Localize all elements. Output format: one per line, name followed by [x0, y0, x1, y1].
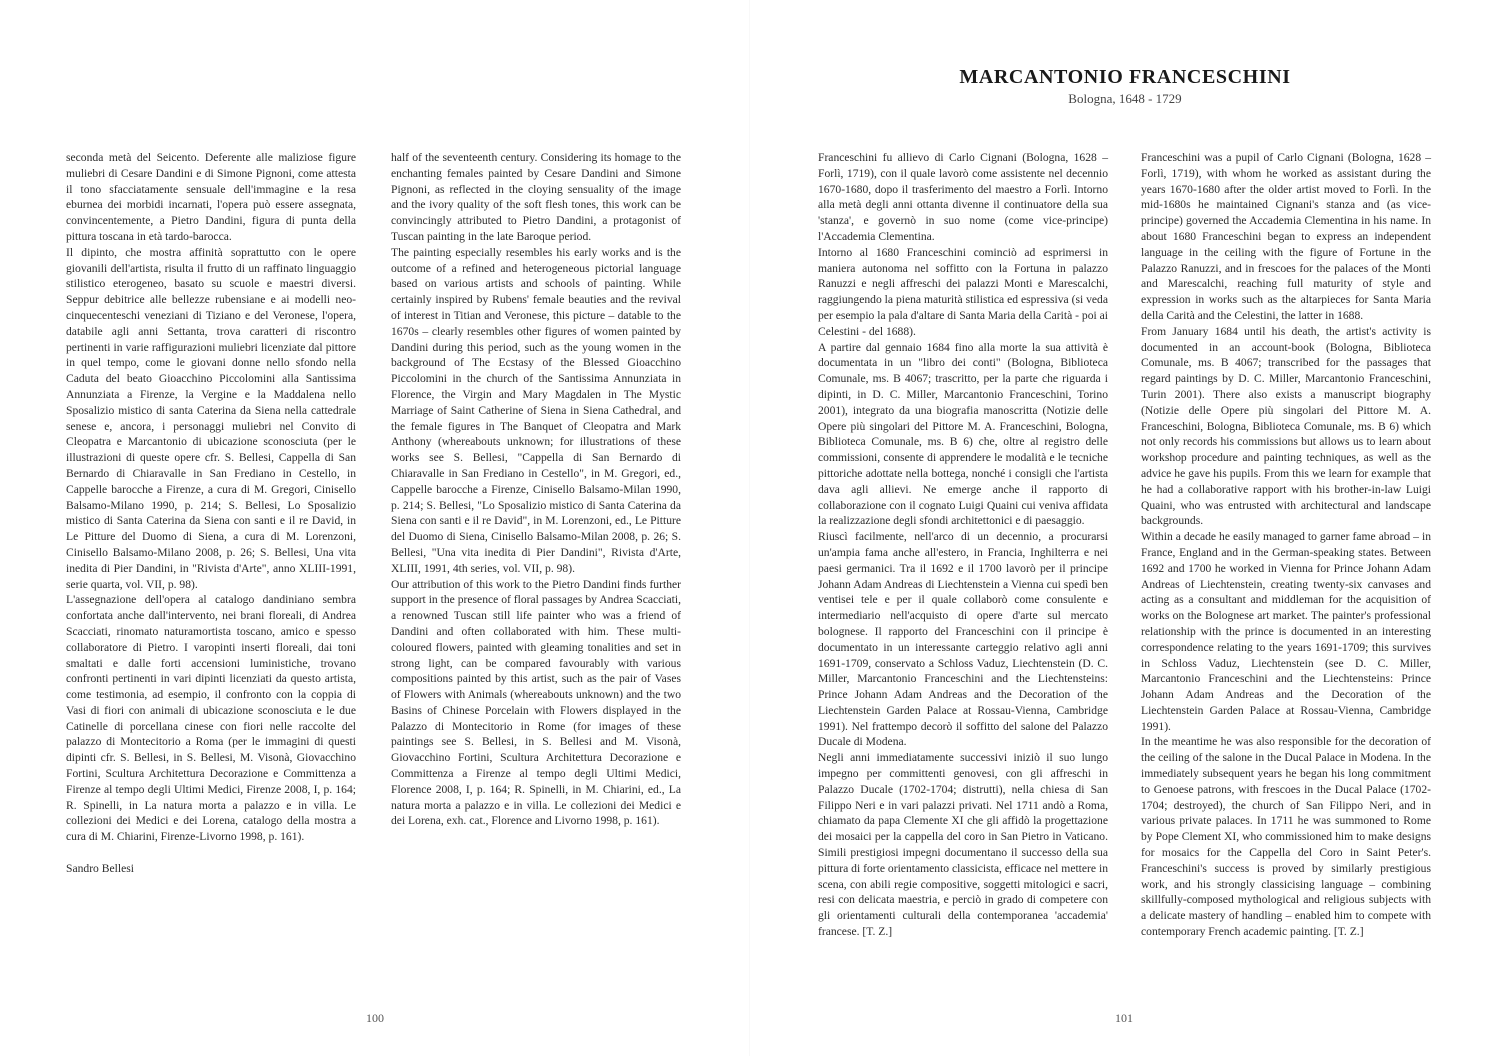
right-column-italian [818, 150, 1108, 940]
page-number-right: 101 [1115, 1011, 1133, 1025]
paragraph: Il dipinto, che mostra affinità soprattutto con le opere giovanili dell'artista, risulta il frutto di un raffinato linguaggio stilistico eterogeneo, basato su scuole e maestri diversi. Seppur debitrice alle bellezze rubensiane e ai modelli neo-cinquecenteschi veneziani di Tiziano e del Veronese, l'opera, databile agli anni Settanta, trova caratteri di riscontro pertinenti in varie raffigurazioni muliebri licenziate dal pittore in quel tempo, come le giovani donne nello sfondo nella Caduta del beato Gioacchino Piccolomini alla Santissima Annunziata a Firenze, la Vergine e la Maddalena nello Sposalizio mistico di santa Caterina da Siena nella cattedrale senese e, ancora, i personaggi muliebri nel Convito di Cleopatra e Marcantonio di ubicazione sconosciuta (per le illustrazioni di queste opere cfr. S. Bellesi, Cappella di San Bernardo di Chiaravalle in San Frediano in Cestello, in Cappelle barocche a Firenze, a cura di M. Gregori, Cinisello Balsamo-Milano 1990, p. 214; S. Bellesi, Lo Sposalizio mistico di Santa Caterina da Siena con santi e il re David, in Le Pitture del Duomo di Siena, a cura di M. Lorenzoni, Cinisello Balsamo-Milano 2008, p. 26; S. Bellesi, Una vita inedita di Pier Dandini, in "Rivista d'Arte", anno XLIII-1991, serie quarta, vol. VII, p. 98). [66, 245, 356, 591]
paragraph: From January 1684 until his death, the artist's activity is documented in an account-book (Bologna, Biblioteca Comunale, ms. B 4067; transcribed for the passages that regard paintings by D. C. Miller, Marcantonio Franceschini, Turin 2001). There also exists a manuscript biography (Notizie delle Opere più singolari del Pittore M. A. Franceschini, Bologna, Biblioteca Comunale, ms. B 6) which not only records his commissions but allows us to learn about workshop procedure and painting techniques, as well as the advice he gave his pupils. From this we learn for example that he had a collaborative rapport with his brother-in-law Luigi Quaini, who was entrusted with architectural and landscape backgrounds. [1141, 324, 1431, 528]
paragraph: The painting especially resembles his early works and is the outcome of a refined and heterogeneous pictorial language based on various artists and schools of painting. While certainly inspired by Rubens' female beauties and the revival of interest in Titian and Veronese, this picture – datable to the 1670s – clearly resembles other figures of women painted by Dandini during this period, such as the young women in the background of The Ecstasy of the Blessed Gioacchino Piccolomini in the church of the Santissima Annunziata in Florence, the Virgin and Mary Magdalen in The Mystic Marriage of Saint Catherine of Siena in Siena Cathedral, and the female figures in The Banquet of Cleopatra and Mark Anthony (whereabouts unknown; for illustrations of these works see S. Bellesi, "Cappella di San Bernardo di Chiaravalle in San Frediano in Cestello", in M. Gregori, ed., Cappelle barocche a Firenze, Cinisello Balsamo-Milan 1990, p. 214; S. Bellesi, "Lo Sposalizio mistico di Santa Caterina da Siena con santi e il re David", in M. Lorenzoni, ed., Le Pitture del Duomo di Siena, Cinisello Balsamo-Milan 2008, p. 26; S. Bellesi, "Una vita inedita di Pier Dandini", Rivista d'Arte, XLIII, 1991, 4th series, vol. VII, p. 98). [391, 245, 681, 575]
page-gutter [749, 0, 750, 1056]
right-column-english [1141, 150, 1431, 940]
paragraph: half of the seventeenth century. Considering its homage to the enchanting females painted by Cesare Dandini and Simone Pignoni, as reflected in the cloying sensuality of the image and the ivory quality of the soft flesh tones, this work can be convincingly attributed to Pietro Dandini, a protagonist of Tuscan painting in the late Baroque period. [391, 151, 681, 243]
paragraph: Our attribution of this work to the Pietro Dandini finds further support in the presence of floral passages by Andrea Scacciati, a renowned Tuscan still life painter who was a friend of Dandini and often collaborated with him. These multi-coloured flowers, painted with gleaming tonalities and set in strong light, can be compared favourably with various compositions painted by this artist, such as the pair of Vases of Flowers with Animals (whereabouts unknown) and the two Basins of Chinese Porcelain with Flowers displayed in the Palazzo di Montecitorio in Rome (for images of these paintings see S. Bellesi, in S. Bellesi and M. Visonà, Giovacchino Fortini, Scultura Architettura Decorazione e Committenza a Firenze al tempo degli Ultimi Medici, Florence 2008, I, p. 164; R. Spinelli, in M. Chiarini, ed., La natura morta a palazzo e in villa. Le collezioni dei Medici e dei Lorena, exh. cat., Florence and Livorno 1998, p. 161). [391, 577, 681, 828]
artist-dates: Bologna, 1648 - 1729 [1068, 91, 1182, 106]
paragraph: A partire dal gennaio 1684 fino alla morte la sua attività è documentata in un "libro dei conti" (Bologna, Biblioteca Comunale, ms. B 4067; trascritto, per la parte che riguarda i dipinti, in D. C. Miller, Marcantonio Franceschini, Torino 2001), integrato da una biografia manoscritta (Notizie delle Opere più singolari del Pittore M. A. Franceschini, Bologna, Biblioteca Comunale, ms. B 6) che, oltre al registro delle commissioni, consente di apprendere le modalità e le tecniche pittoriche adottate nella bottega, nonché i consigli che l'artista dava agli allievi. Ne emerge anche il rapporto di collaborazione con il cognato Luigi Quaini cui veniva affidata la realizzazione degli sfondi architettonici e di paesaggio. [818, 340, 1108, 528]
paragraph: In the meantime he was also responsible for the decoration of the ceiling of the salone in the Ducal Palace in Modena. In the immediately subsequent years he began his long commitment to Genoese patrons, with frescoes in the Ducal Palace (1702-1704; destroyed), the church of San Filippo Neri, and in various private palaces. In 1711 he was summoned to Rome by Pope Clement XI, who commissioned him to make designs for mosaics for the Cappella del Coro in Saint Peter's. Franceschini's success is proved by similarly prestigious work, and his strongly classicising language – combining skillfully-composed mythological and religious subjects with a delicate mastery of handling – enabled him to compete with contemporary French academic painting. [T. Z.] [1141, 735, 1431, 939]
paragraph: Intorno al 1680 Franceschini cominciò ad esprimersi in maniera autonoma nel soffitto con la Fortuna in palazzo Ranuzzi e negli affreschi dei palazzi Monti e Marescalchi, raggiungendo la piena maturità stilistica ed espressiva (si veda per esempio la pala d'altare di Santa Maria della Carità - poi ai Celestini - del 1688). [818, 245, 1108, 338]
paragraph: Riuscì facilmente, nell'arco di un decennio, a procurarsi un'ampia fama anche all'estero, in Francia, Inghilterra e nei paesi germanici. Tra il 1692 e il 1700 lavorò per il principe Johann Adam Andreas di Liechtenstein a Vienna cui spedì ben ventisei tele e per il quale collaborò come consulente e intermediario nell'acquisto di opere d'arte sul mercato bolognese. Il rapporto del Franceschini con il principe è documentato in un interessante carteggio relativo agli anni 1691-1709, conservato a Schloss Vaduz, Liechtenstein (D. C. Miller, Marcantonio Franceschini and the Liechtensteins: Prince Johann Adam Andreas and the Decoration of the Liechtenstein Garden Palace at Rossau-Vienna, Cambridge 1991). Nel frattempo decorò il soffitto del salone del Palazzo Ducale di Modena. [818, 530, 1108, 749]
paragraph: Within a decade he easily managed to garner fame abroad – in France, England and in the German-speaking states. Between 1692 and 1700 he worked in Vienna for Prince Johann Adam Andreas of Liechtenstein, creating twenty-six canvases and acting as a consultant and middleman for the acquisition of works on the Bolognese art market. The painter's professional relationship with the prince is documented in an interesting correspondence relating to the years 1691-1709; this survives in Schloss Vaduz, Liechtenstein (see D. C. Miller, Marcantonio Franceschini and the Liechtensteins: Prince Johann Adam Andreas and the Decoration of the Liechtenstein Garden Palace at Rossau-Vienna, Cambridge 1991). [1141, 530, 1431, 733]
page-number-left: 100 [366, 1011, 384, 1025]
paragraph: Franceschini fu allievo di Carlo Cignani (Bologna, 1628 – Forlì, 1719), con il quale lavorò come assistente nel decennio 1670-1680, dopo il trasferimento del maestro a Forlì. Intorno alla metà degli anni ottanta divenne il continuatore della sua 'stanza', e governò in suo nome (come vice-principe) l'Accademia Clementina. [818, 151, 1108, 243]
entry-header [900, 64, 1350, 108]
paragraph: Negli anni immediatamente successivi iniziò il suo lungo impegno per committenti genovesi, con gli affreschi in Palazzo Ducale (1702-1704; distrutti), nella chiesa di San Filippo Neri e in vari palazzi privati. Nel 1711 andò a Roma, chiamato da papa Clemente XI che gli affidò la progettazione dei mosaici per la cappella del coro in San Pietro in Vaticano. Simili prestigiosi impegni documentano il successo della sua pittura di forte orientamento classicista, efficace nel mettere in scena, con abili regie compositive, soggetti mitologici e sacri, resi con delicata maestria, e perciò in grado di competere con gli orientamenti culturali della contemporanea 'accademia' francese. [T. Z.] [818, 751, 1108, 939]
left-column-english [391, 150, 681, 829]
paragraph: L'assegnazione dell'opera al catalogo dandiniano sembra confortata anche dall'intervento, nei brani floreali, di Andrea Scacciati, rinomato naturamortista toscano, amico e spesso collaboratore di Pietro. I varopinti inserti floreali, dai toni smaltati e dalle forti accensioni luministiche, trovano confronti pertinenti in vari dipinti licenziati da questo artista, come testimonia, ad esempio, il confronto con la coppia di Vasi di fiori con animali di ubicazione sconosciuta e le due Catinelle di porcellana cinese con fiori nelle raccolte del palazzo di Montecitorio a Roma (per le immagini di questi dipinti cfr. S. Bellesi, in S. Bellesi, M. Visonà, Giovacchino Fortini, Scultura Architettura Decorazione e Committenza a Firenze al tempo degli Ultimi Medici, Firenze 2008, I, p. 164; R. Spinelli, in La natura morta a palazzo e in villa. Le collezioni dei Medici e dei Lorena, catalogo della mostra a cura di M. Chiarini, Firenze-Livorno 1998, p. 161). [66, 593, 356, 844]
paragraph: Franceschini was a pupil of Carlo Cignani (Bologna, 1628 – Forlì, 1719), with whom he worked as assistant during the years 1670-1680 after the older artist moved to Forlì. In the mid-1680s he maintained Cignani's stanza and (as vice-principe) governed the Accademia Clementina in his name. In about 1680 Franceschini began to express an independent language in the ceiling with the figure of Fortune in the Palazzo Ranuzzi, and in frescoes for the palaces of the Monti and Marescalchi, reaching full maturity of style and expression in works such as the altarpieces for Santa Maria della Carità and the Celestini, the latter in 1688. [1141, 151, 1431, 322]
author-signature: Sandro Bellesi [66, 861, 134, 875]
paragraph: seconda metà del Seicento. Deferente alle maliziose figure muliebri di Cesare Dandini e di Simone Pignoni, come attesta il tono sfacciatamente sensuale dell'immagine e la resa eburnea dei morbidi incarnati, l'opera può essere assegnata, convincentemente, a Pietro Dandini, figura di punta della pittura toscana in età tardo-barocca. [66, 151, 356, 243]
artist-name: MARCANTONIO FRANCESCHINI [959, 66, 1291, 88]
left-column-italian [66, 150, 356, 877]
